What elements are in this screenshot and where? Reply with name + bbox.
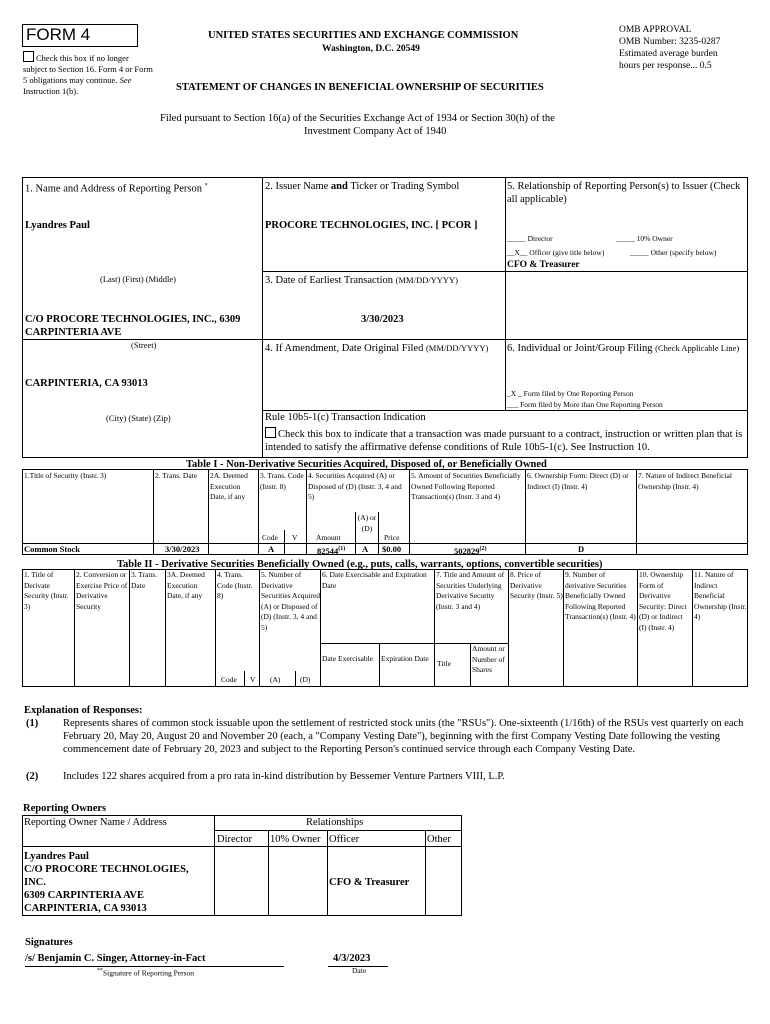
statement-title: STATEMENT OF CHANGES IN BENEFICIAL OWNERSHIP OF SECURITIES [176, 82, 544, 93]
t2-h10: 10. Ownership Form of Derivative Security: Direct (D) or Indirect (I) (Instr. 4) [639, 570, 687, 632]
owners-col-ten: 10% Owner [270, 834, 321, 845]
filed-pursuant-2: Investment Company Act of 1940 [304, 126, 447, 137]
section16-see: See [119, 75, 132, 85]
table1-title: Table I - Non-Derivative Securities Acquired, Disposed of, or Beneficially Owned [186, 459, 547, 470]
t2-sub-d: (D) [300, 675, 311, 684]
t2-h4: 4. Trans. Code (Instr. 8) [217, 570, 253, 600]
rel-other: _____ Other (specify below) [630, 248, 717, 257]
t1-h5: 5. Amount of Securities Beneficially Owned Following Reported Transaction(s) (Instr. 3 and 4) [411, 471, 521, 501]
section16-text: Check this box if no longer subject to Section 16. Form 4 or Form 5 obligations may continue. [23, 53, 153, 85]
name-format-hint: (Last) (First) (Middle) [100, 274, 177, 284]
owner-officer-value: CFO & Treasurer [329, 877, 410, 888]
checkbox-icon[interactable] [265, 427, 276, 438]
owner-line-1: Lyandres Paul [24, 851, 89, 862]
filing-one-person: _X _ Form filed by One Reporting Person [507, 389, 634, 398]
t1-row-date: 3/30/2023 [165, 544, 200, 554]
explanation-heading: Explanation of Responses: [24, 705, 143, 716]
omb-approval: OMB APPROVAL [619, 25, 692, 35]
street-hint: (Street) [131, 340, 157, 350]
t2-h1: 1. Title of Derivate Security (Instr. 3) [24, 570, 69, 611]
rel-officer: __X__ Officer (give title below) [507, 248, 605, 257]
reporting-person-city: CARPINTERIA, CA 93013 [25, 378, 148, 389]
owner-line-4: 6309 CARPINTERIA AVE [24, 890, 144, 901]
t2-h3: 3. Trans. Date [131, 570, 158, 590]
box6-label: 6. Individual or Joint/Group Filing (Check Applicable Line) [507, 343, 740, 354]
omb-burden: Estimated average burden [619, 49, 718, 59]
t1-row-owned: 502829$^{(2)}$ [454, 545, 487, 556]
t1-row-amount: 82544$^{(1)}$ [317, 545, 346, 556]
reporting-person-address: C/O PROCORE TECHNOLOGIES, INC., 6309 CARPINTERIA AVE [25, 314, 241, 338]
signature-date: 4/3/2023 [333, 953, 371, 964]
omb-number: OMB Number: 3235-0287 [619, 37, 721, 47]
owners-heading: Reporting Owners [23, 803, 107, 814]
t1-row-price: $0.00 [382, 544, 402, 554]
t1-sub-amount: Amount [316, 533, 341, 542]
t1-sub-v: V [292, 533, 298, 542]
form-title: FORM 4 [26, 25, 91, 44]
owner-line-2: C/O PROCORE TECHNOLOGIES, [24, 864, 189, 875]
t1-h2: 2. Trans. Date [155, 471, 198, 480]
t2-h7: 7. Title and Amount of Securities Underlying Derivative Security (Instr. 3 and 4) [436, 570, 505, 611]
box4-label: 4. If Amendment, Date Original Filed (MM/DD/YYYY) [265, 343, 489, 354]
officer-title: CFO & Treasurer [507, 260, 580, 270]
reporting-person-name: Lyandres Paul [25, 220, 90, 231]
t1-row-form: D [578, 544, 585, 554]
rule-10b5-checkbox[interactable] [265, 427, 745, 454]
owner-line-5: CARPINTERIA, CA 93013 [24, 903, 147, 914]
footnote-1-text: Represents shares of common stock issuable upon the settlement of restricted stock units (the "RSUs"). One-sixteenth (1/16th) of the RSUs vest quarterly on each February 20, May 20, August 20 and November 20 (each, a "Company Vesting Date"), beginning with the first Company Vesting Date following the vesting commencement date of February 20, 2023 and subject to the Reporting Person's continued service through each Company Vesting Date. [63, 718, 744, 755]
owners-col-name: Reporting Owner Name / Address [24, 817, 167, 828]
filing-multiple: ___ Form filed by More than One Reporting Person [507, 400, 663, 409]
section16-instr: Instruction 1(b). [23, 86, 79, 96]
issuer-name: PROCORE TECHNOLOGIES, INC. [ PCOR ] [265, 220, 478, 231]
t1-sub-code: Code [262, 533, 278, 542]
t2-h11: 11. Nature of Indirect Beneficial Ownership (Instr. 4) [694, 570, 747, 621]
t2-sub-a: (A) [270, 675, 281, 684]
owners-col-director: Director [217, 834, 252, 845]
t1-h1: 1.Title of Security (Instr. 3) [24, 471, 107, 480]
t1-row-code: A [268, 544, 275, 554]
t1-h3: 3. Trans. Code (Instr. 8) [260, 471, 304, 491]
t1-h2a: 2A. Deemed Execution Date, if any [210, 471, 248, 501]
owners-col-other: Other [427, 834, 451, 845]
table2-title: Table II - Derivative Securities Beneficially Owned (e.g., puts, calls, warrants, options, convertible securities) [117, 559, 603, 570]
box5-label: 5. Relationship of Reporting Person(s) to Issuer (Check all applicable) [507, 181, 741, 205]
box3-label: 3. Date of Earliest Transaction (MM/DD/YYYY) [265, 275, 458, 286]
t1-sub-price: Price [384, 533, 400, 542]
agency-city: Washington, D.C. 20549 [322, 44, 420, 54]
owners-col-officer: Officer [329, 834, 360, 845]
t2-sub-expiration: Expiration Date [381, 654, 429, 663]
t2-sub-code: Code [221, 675, 237, 684]
t2-h5: 5. Number of Derivative Securities Acquired (A) or Disposed of (D) (Instr. 3, 4 and 5) [261, 570, 320, 632]
t2-sub-title: Title [437, 659, 451, 668]
omb-hours: hours per response... 0.5 [619, 61, 712, 71]
t2-h9: 9. Number of derivative Securities Beneficially Owned Following Reported Transaction(s) (Instr. 4) [565, 570, 636, 621]
rel-director: _____ Director [507, 234, 553, 243]
owner-line-3: INC. [24, 877, 46, 888]
t2-h8: 8. Price of Derivative Security (Instr. 5) [510, 570, 563, 600]
filed-pursuant-1: Filed pursuant to Section 16(a) of the Securities Exchange Act of 1934 or Section 30(h) of the [160, 113, 555, 124]
box1-label: 1. Name and Address of Reporting Person * [25, 183, 208, 195]
footnote-2-text: Includes 122 shares acquired from a pro rata in-kind distribution by Bessemer Venture Partners VIII, L.P. [63, 771, 505, 782]
t1-row-title: Common Stock [24, 544, 80, 554]
city-state-zip-hint: (City) (State) (Zip) [106, 413, 171, 423]
agency-name: UNITED STATES SECURITIES AND EXCHANGE COMMISSION [208, 30, 519, 41]
t2-sub-v: V [250, 675, 256, 684]
rel-ten-percent: _____ 10% Owner [616, 234, 673, 243]
t1-h4: 4. Securities Acquired (A) or Disposed of (D) (Instr. 3, 4 and 5) [308, 471, 402, 501]
t1-row-aord: A [362, 544, 369, 554]
rule-10b5-title: Rule 10b5-1(c) Transaction Indication [265, 412, 426, 423]
checkbox-icon[interactable] [23, 51, 34, 62]
t2-h2: 2. Conversion or Exercise Price of Derivative Security [76, 570, 128, 611]
section16-checkbox[interactable] [23, 51, 153, 97]
earliest-transaction-date: 3/30/2023 [361, 314, 404, 325]
signature-label: **Signature of Reporting Person [97, 968, 195, 978]
rule-10b5-text: Check this box to indicate that a transaction was made pursuant to a contract, instruction or written plan that is intended to satisfy the affirmative defense conditions of Rule 10b5-1(c). See Instruction 10. [265, 429, 743, 453]
t2-h6: 6. Date Exercisable and Expiration Date [322, 570, 427, 590]
footnote-2-number: (2) [26, 771, 39, 782]
signature-name: /s/ Benjamin C. Singer, Attorney-in-Fact [25, 953, 206, 964]
t2-h3a: 3A. Deemed Execution Date, if any [167, 570, 205, 600]
box2-label: 2. Issuer Name and Ticker or Trading Symbol [265, 181, 460, 192]
t1-h7: 7. Nature of Indirect Beneficial Ownership (Instr. 4) [638, 471, 732, 491]
owners-col-relationships: Relationships [306, 817, 364, 828]
t1-h6: 6. Ownership Form: Direct (D) or Indirect (I) (Instr. 4) [527, 471, 629, 491]
t2-sub-amount: Amount or Number of Shares [472, 644, 505, 674]
signatures-heading: Signatures [25, 937, 73, 948]
signature-date-label: Date [352, 966, 367, 975]
t1-sub-aord: (A) or (D) [357, 513, 377, 533]
footnote-1-number: (1) [26, 718, 39, 729]
t2-sub-exercisable: Date Exercisable [322, 654, 374, 663]
